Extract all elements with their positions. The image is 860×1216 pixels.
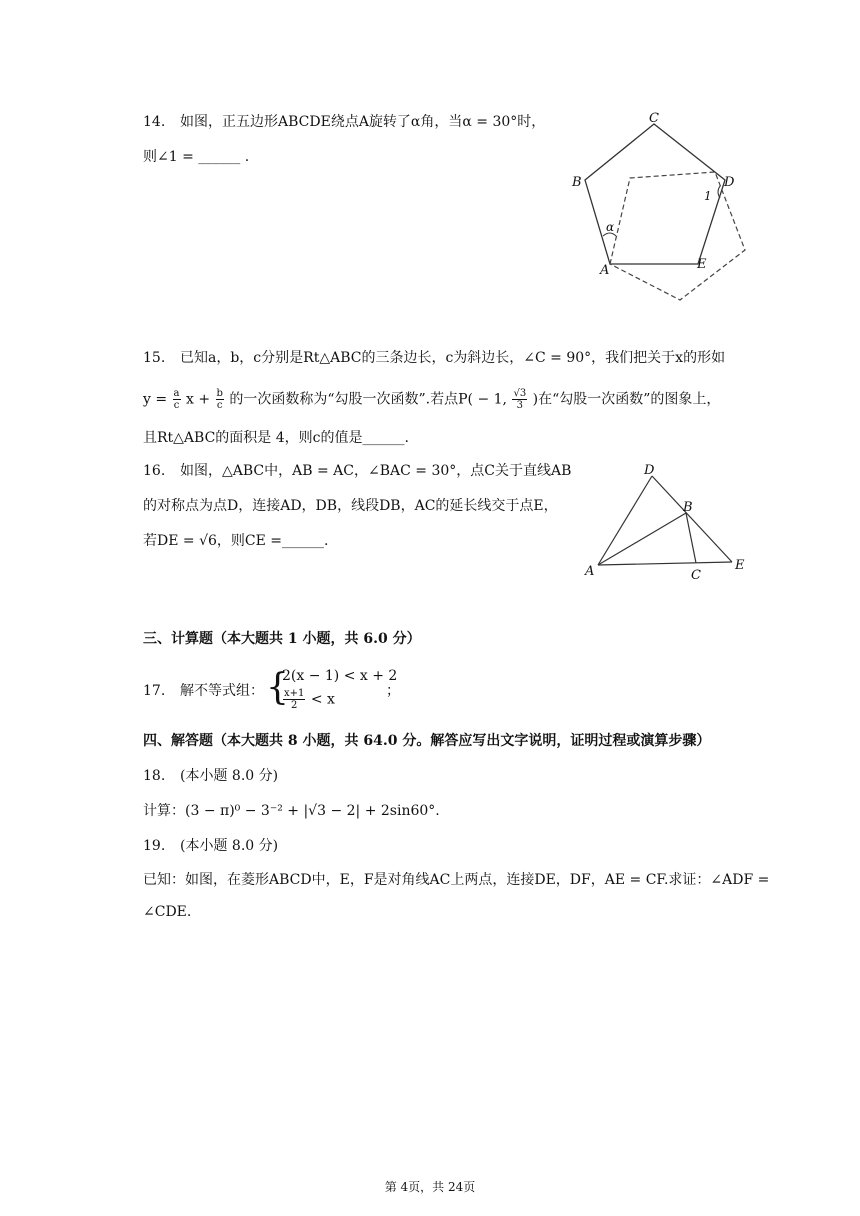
- q17-inequality-2: $\frac{x+1}{2}$ < x: [284, 688, 335, 711]
- label-a: A: [600, 263, 610, 278]
- segment-ab: [598, 513, 686, 565]
- q17-inequality-1: 2(x − 1) < x + 2: [282, 668, 398, 684]
- pentagon-rotation-figure: [560, 108, 760, 308]
- q18-number: 18.: [143, 768, 166, 784]
- q19-number: 19.: [143, 838, 166, 854]
- segment-ad: [598, 476, 652, 565]
- q19-line2: ∠CDE.: [143, 904, 192, 920]
- section-3-heading: 三、计算题（本大题共 1 小题，共 6.0 分）: [143, 631, 421, 647]
- segment-bc: [686, 513, 696, 563]
- label-1: 1: [704, 189, 712, 203]
- q18-score: (本小题 8.0 分): [180, 768, 279, 784]
- q18-body: 计算：(3 − π)⁰ − 3⁻² + |√3 − 2| + 2sin60°.: [143, 803, 440, 819]
- q15-line1: 已知a，b，c分别是Rt△ABC的三条边长，c为斜边长，∠C = 90°，我们把关于x的形如: [180, 350, 726, 366]
- q17-number: 17.: [143, 683, 166, 699]
- q19-score: (本小题 8.0 分): [180, 838, 279, 854]
- q19-line1: 已知：如图，在菱形ABCD中，E，F是对角线AC上两点，连接DE，DF，AE = CF.求证：∠ADF =: [143, 872, 770, 888]
- q15-line3: 且Rt△ABC的面积是 4，则c的值是______.: [143, 430, 409, 446]
- q15-number: 15.: [143, 350, 166, 366]
- label-a: A: [585, 564, 595, 579]
- label-c: C: [691, 568, 701, 583]
- triangle-reflection-figure: [580, 460, 760, 585]
- q16-number: 16.: [143, 463, 166, 479]
- label-c: C: [649, 111, 659, 126]
- label-alpha: α: [606, 220, 615, 234]
- q15-line2: y = $\frac{a}{c}$ x + $\frac{b}{c}$ 的一次函数称为“勾股一次函数”.若点P( − 1, $\frac{√3}{3}$ )在“勾股一次函数”的图象上，: [143, 388, 721, 411]
- q16-line1: 如图，△ABC中，AB = AC，∠BAC = 30°，点C关于直线AB: [180, 463, 572, 479]
- q16-line2: 的对称点为点D，连接AD，DB，线段DB，AC的延长线交于点E，: [143, 498, 558, 514]
- rotated-pentagon: [610, 172, 745, 300]
- fraction-x-plus-1-over-2: $\frac{x+1}{2}$: [284, 688, 305, 711]
- system-brace: {: [266, 667, 289, 708]
- fraction-a-over-c: $\frac{a}{c}$: [173, 388, 180, 411]
- q17-tail: ；: [386, 683, 400, 699]
- q14-line2: 则∠1 = ______ .: [143, 149, 250, 165]
- segment-de: [652, 476, 732, 562]
- label-d: D: [644, 463, 655, 478]
- section-4-heading: 四、解答题（本大题共 8 小题，共 64.0 分。解答应写出文字说明，证明过程或演算步骤）: [143, 733, 711, 749]
- label-e: E: [697, 257, 707, 272]
- label-b: B: [683, 500, 693, 515]
- q17-prompt: 解不等式组：: [180, 683, 264, 699]
- page-footer: 第 4页，共 24页: [384, 1180, 476, 1194]
- segment-ae: [598, 562, 732, 565]
- fraction-root3-over-3: $\frac{√3}{3}$: [513, 388, 527, 411]
- label-b: B: [572, 175, 582, 190]
- q14-number: 14.: [143, 114, 166, 130]
- label-e: E: [735, 558, 745, 573]
- q16-line3: 若DE = √6，则CE =______.: [143, 533, 329, 549]
- label-d: D: [724, 175, 735, 190]
- q14-line1: 如图，正五边形ABCDE绕点A旋转了α角，当α = 30°时，: [180, 114, 546, 130]
- fraction-b-over-c: $\frac{b}{c}$: [216, 388, 223, 411]
